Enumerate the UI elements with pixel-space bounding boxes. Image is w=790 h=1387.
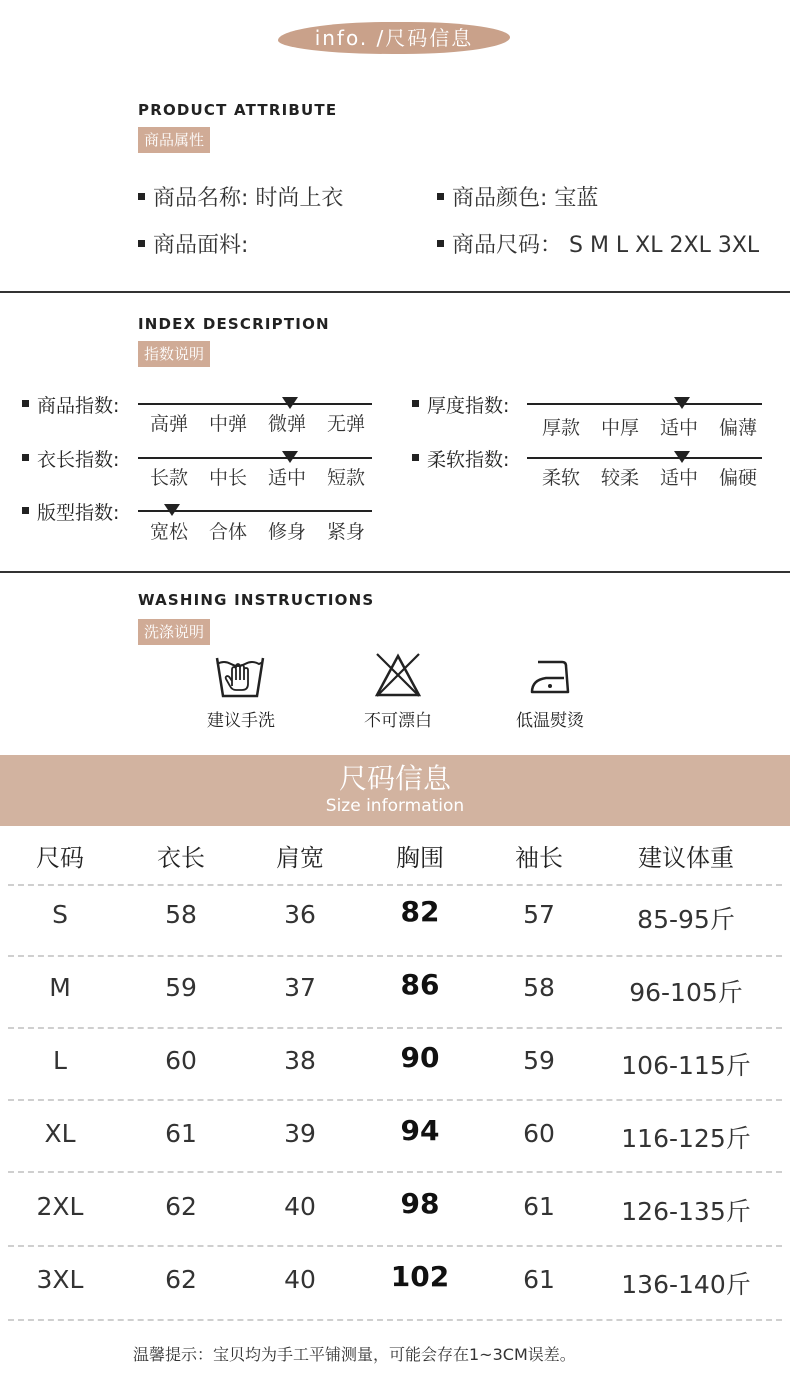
index-row-label-text: 柔软指数: <box>427 449 510 471</box>
index-option: 偏薄 <box>719 417 758 439</box>
table-cell: 82 <box>400 895 440 928</box>
index-option: 中弹 <box>209 413 248 435</box>
table-cell: S <box>52 900 68 929</box>
table-cell: 60 <box>523 1119 555 1148</box>
table-divider <box>8 1245 782 1247</box>
index-marker-icon <box>674 397 690 409</box>
table-cell: 39 <box>284 1119 316 1148</box>
size-info-subtitle: Size information <box>325 796 465 816</box>
index-option: 无弹 <box>327 413 366 435</box>
table-header-cell: 衣长 <box>157 844 205 872</box>
table-cell: 96-105斤 <box>629 978 743 1007</box>
bullet-icon <box>437 240 444 247</box>
bullet-icon <box>22 454 29 461</box>
footer-note: 温馨提示：宝贝均为手工平铺测量，可能会存在1~3CM误差。 <box>133 1345 576 1364</box>
attr-name-text: 商品名称: 时尚上衣 <box>153 186 344 211</box>
index-row-label-text: 厚度指数: <box>427 395 510 417</box>
attr-fabric-text: 商品面料: <box>153 233 249 258</box>
divider <box>0 571 790 573</box>
index-option: 微弹 <box>268 413 307 435</box>
table-cell: 40 <box>284 1192 316 1221</box>
table-header-cell: 尺码 <box>36 844 84 872</box>
table-cell: 90 <box>400 1041 440 1074</box>
index-row-label <box>412 445 509 472</box>
size-info-title: 尺码信息 <box>338 762 451 795</box>
index-option: 长款 <box>150 467 189 489</box>
product-attribute-tag: 商品属性 <box>138 127 210 153</box>
table-cell: 58 <box>165 900 197 929</box>
header-banner: info. /尺码信息 <box>278 22 510 54</box>
washing-tag: 洗涤说明 <box>138 619 210 645</box>
table-cell: 98 <box>400 1187 440 1220</box>
index-marker-icon <box>282 397 298 409</box>
bullet-icon <box>138 193 145 200</box>
index-scale-line <box>527 457 762 459</box>
index-option: 中长 <box>209 467 248 489</box>
index-option: 较柔 <box>601 467 640 489</box>
table-divider <box>8 1027 782 1029</box>
wash-label-bleach: 不可漂白 <box>364 711 432 731</box>
table-cell: 60 <box>165 1046 197 1075</box>
size-info-banner <box>0 755 790 826</box>
index-option: 高弹 <box>150 413 189 435</box>
attr-color <box>437 181 598 212</box>
table-cell: 126-135斤 <box>621 1197 751 1226</box>
index-option: 厚款 <box>542 417 581 439</box>
table-divider <box>8 955 782 957</box>
index-row-label <box>412 391 509 418</box>
table-cell: L <box>53 1046 67 1075</box>
table-divider <box>8 1099 782 1101</box>
table-cell: 61 <box>523 1265 555 1294</box>
index-scale-line <box>527 403 762 405</box>
attr-fabric <box>138 228 248 259</box>
table-cell: 62 <box>165 1192 197 1221</box>
table-cell: 106-115斤 <box>621 1051 751 1080</box>
index-row-label-text: 衣长指数: <box>37 449 120 471</box>
hand-wash-icon <box>214 652 266 698</box>
table-cell: 37 <box>284 973 316 1002</box>
table-header-cell: 胸围 <box>396 844 444 872</box>
index-scale-line <box>138 403 372 405</box>
table-cell: 86 <box>400 968 440 1001</box>
attr-color-text: 商品颜色: 宝蓝 <box>452 186 599 211</box>
index-row-label <box>22 498 119 525</box>
table-cell: 40 <box>284 1265 316 1294</box>
table-cell: 61 <box>523 1192 555 1221</box>
bullet-icon <box>412 400 419 407</box>
bullet-icon <box>22 400 29 407</box>
table-cell: 102 <box>390 1260 450 1293</box>
table-cell: 85-95斤 <box>637 905 735 934</box>
index-row-label <box>22 445 119 472</box>
index-option: 修身 <box>268 521 307 543</box>
index-option: 适中 <box>660 467 699 489</box>
attr-size-text: 商品尺码： S M L XL 2XL 3XL <box>452 233 760 258</box>
table-cell: 38 <box>284 1046 316 1075</box>
table-cell: 36 <box>284 900 316 929</box>
table-cell: 59 <box>523 1046 555 1075</box>
table-cell: 94 <box>400 1114 440 1147</box>
index-row-label-text: 版型指数: <box>37 502 120 524</box>
table-cell: 3XL <box>36 1265 84 1294</box>
no-bleach-icon <box>373 652 423 698</box>
table-header-cell: 建议体重 <box>638 844 734 872</box>
index-marker-icon <box>164 504 180 516</box>
index-row-label-text: 商品指数: <box>37 395 120 417</box>
low-iron-icon <box>528 656 572 696</box>
table-divider <box>8 884 782 886</box>
index-option: 中厚 <box>601 417 640 439</box>
washing-title: WASHING INSTRUCTIONS <box>138 591 375 609</box>
table-cell: 136-140斤 <box>621 1270 751 1299</box>
table-divider <box>8 1171 782 1173</box>
table-cell: 2XL <box>36 1192 84 1221</box>
table-cell: M <box>49 973 71 1002</box>
index-option: 短款 <box>327 467 366 489</box>
table-cell: 57 <box>523 900 555 929</box>
index-option: 适中 <box>268 467 307 489</box>
index-description-title: INDEX DESCRIPTION <box>138 315 330 333</box>
index-marker-icon <box>282 451 298 463</box>
wash-label-iron: 低温熨烫 <box>516 711 584 731</box>
table-cell: 58 <box>523 973 555 1002</box>
index-marker-icon <box>674 451 690 463</box>
divider <box>0 291 790 293</box>
attr-name <box>138 181 343 212</box>
bullet-icon <box>22 507 29 514</box>
index-option: 合体 <box>209 521 248 543</box>
index-row-label <box>22 391 119 418</box>
index-option: 宽松 <box>150 521 189 543</box>
wash-label-hand: 建议手洗 <box>207 711 275 731</box>
bullet-icon <box>437 193 444 200</box>
index-description-tag: 指数说明 <box>138 341 210 367</box>
table-header-cell: 肩宽 <box>276 844 324 872</box>
bullet-icon <box>138 240 145 247</box>
table-header-cell: 袖长 <box>515 844 563 872</box>
index-option: 偏硬 <box>719 467 758 489</box>
table-cell: 116-125斤 <box>621 1124 751 1153</box>
table-cell: 62 <box>165 1265 197 1294</box>
table-cell: XL <box>44 1119 76 1148</box>
table-cell: 61 <box>165 1119 197 1148</box>
bullet-icon <box>412 454 419 461</box>
attr-size <box>437 228 759 259</box>
index-option: 紧身 <box>327 521 366 543</box>
index-scale-line <box>138 457 372 459</box>
table-divider <box>8 1319 782 1321</box>
index-option: 适中 <box>660 417 699 439</box>
index-option: 柔软 <box>542 467 581 489</box>
product-attribute-title: PRODUCT ATTRIBUTE <box>138 101 338 119</box>
table-cell: 59 <box>165 973 197 1002</box>
